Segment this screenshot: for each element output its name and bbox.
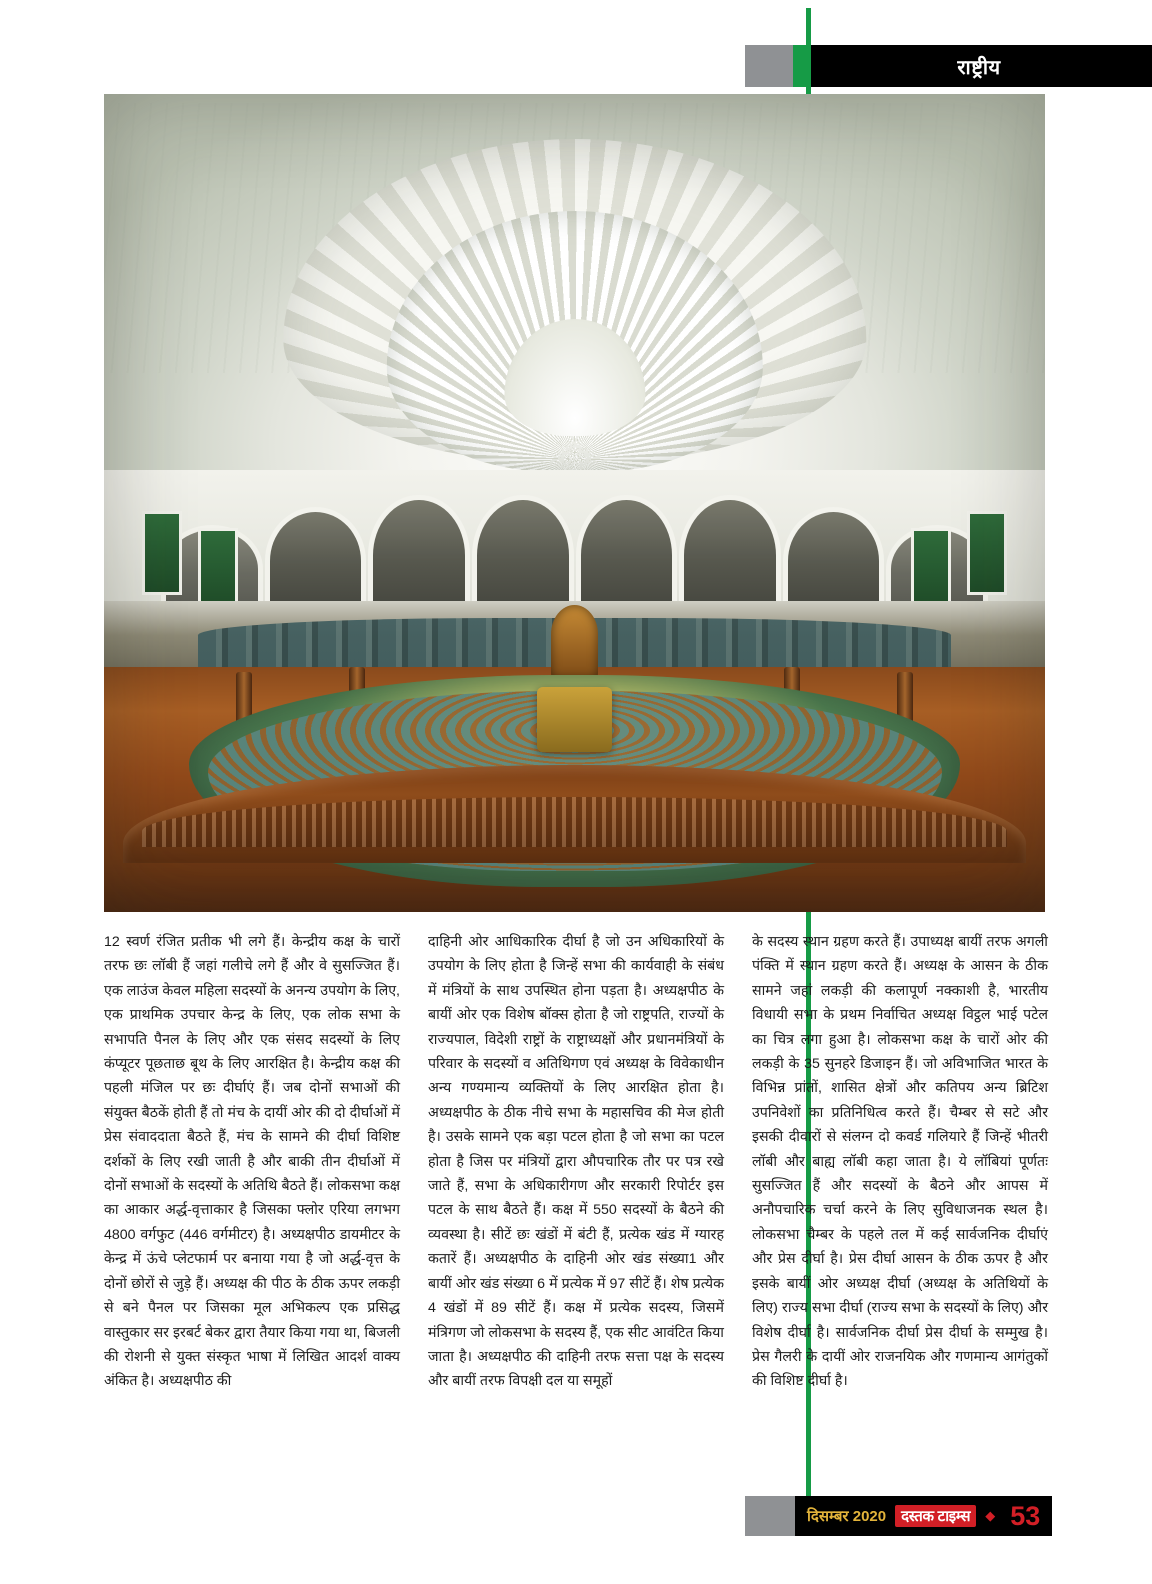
green-shutter-left [198,528,238,612]
arch-window [477,500,569,601]
diamond-icon: ◆ [985,1508,996,1523]
arch-window [373,500,465,601]
green-shutter-right [911,528,951,612]
arch-window [684,500,776,601]
green-shutter-right [967,511,1007,595]
header-grey-block [745,45,793,87]
page-footer [745,1496,1052,1536]
column-1-text: 12 स्वर्ण रंजित प्रतीक भी लगे हैं। केन्द्रीय कक्ष के चारों तरफ छः लॉबी हैं जहां गलीचे लगे हैं और वे सुसज्जित हैं। एक लाउंज केवल महिला सदस्यों के अनन्य उपयोग के लिए, एक प्राथमिक उपचार केन्द्र के लिए, एक लोक सभा के सभापति पैनल के लिए और एक संसद सदस्यों के लिए कंप्यूटर पूछताछ बूथ के लिए आरक्षित है। केन्द्रीय कक्ष की पहली मंजिल पर छः दीर्घाएं हैं। जब दोनों सभाओं की संयुक्त बैठकें होती हैं तो मंच के दायीं ओर की दो दीर्घाओं में प्रेस संवाददाता बैठते हैं, मंच के सामने की दीर्घा विशिष्ट दर्शकों के लिए रखी जाती है और बाकी तीन दीर्घाओं में दोनों सभाओं के सदस्यों के अतिथि बैठते हैं। लोकसभा कक्ष का आकार अर्द्ध-वृत्ताकार है जिसका फ्लोर एरिया लगभग 4800 वर्गफुट (446 वर्गमीटर) है। अध्यक्षपीठ डायमीटर के केन्द्र में ऊंचे प्लेटफार्म पर बनाया गया है जो अर्द्ध-वृत्त के दोनों छोरों से जुड़े हैं। अध्यक्ष की पीठ के ठीक ऊपर लकड़ी से बने पैनल पर जिसका मूल अभिकल्प एक प्रसिद्ध वास्तुकार सर इरबर्ट बेकर द्वारा तैयार किया गया था, बिजली की रोशनी से युक्त संस्कृत भाषा में लिखित आदर्श वाक्य अंकित है। अध्यक्षपीठ की [104,934,400,1390]
article-column-3 [752,930,1048,1450]
article-column-2 [428,930,724,1450]
article-body [104,930,1048,1450]
arch-window [270,512,362,601]
article-column-1 [104,930,400,1450]
arched-gallery-row [160,487,988,602]
column-3-text: के सदस्य स्थान ग्रहण करते हैं। उपाध्यक्ष बायीं तरफ अगली पंक्ति में स्थान ग्रहण करते हैं। अध्यक्ष के आसन के ठीक सामने जहां लकड़ी की कलापूर्ण नक्काशी है, भारतीय विधायी सभा के प्रथम निर्वाचित अध्यक्ष विट्ठल भाई पटेल का चित्र लगा हुआ है। लोकसभा कक्ष के चारों ओर की लकड़ी के 35 सुनहरे डिजाइन हैं। जो अविभाजित भारत के विभिन्न प्रांतों, शासित क्षेत्रों और कतिपय अन्य ब्रिटिश उपनिवेशों का प्रतिनिधित्व करते हैं। चैम्बर से सटे और इसकी दीवारों से संलग्न दो कवर्ड गलियारे हैं जिन्हें भीतरी लॉबी और बाह्य लॉबी कहा जाता है। ये लॉबियां पूर्णतः सुसज्जित हैं और सदस्यों के बैठने और आपस में अनौपचारिक चर्चा करने के लिए सुविधाजनक स्थल है। लोकसभा चैम्बर के पहले तल में कई सार्वजनिक दीर्घाएं और प्रेस दीर्घा है। प्रेस दीर्घा आसन के ठीक ऊपर है और इसके बायीं ओर अध्यक्ष दीर्घा (अध्यक्ष के अतिथियों के लिए) राज्य सभा दीर्घा (राज्य सभा के सदस्यों के लिए) और विशेष दीर्घा है। सार्वजनिक दीर्घा प्रेस दीर्घा के सम्मुख है। प्रेस गैलरी के दायीं ओर राजनयिक और गणमान्य आगंतुकों की विशिष्ट दीर्घा है। [752,934,1048,1390]
lok-sabha-chamber-photo [104,94,1045,912]
page-number: 53 [1010,1500,1041,1531]
green-shutter-left [142,511,182,595]
footer-grey-block [745,1496,795,1536]
section-title: राष्ट्रीय [806,45,1152,87]
issue-date: दिसम्बर 2020 [807,1508,887,1525]
magazine-logo: दस्तक टाइम्स [895,1505,976,1527]
column-2-text: दाहिनी ओर आधिकारिक दीर्घा है जो उन अधिकारियों के उपयोग के लिए होता है जिन्हें सभा की कार्यवाही के संबंध में मंत्रियों के साथ उपस्थित होना पड़ता है। अध्यक्षपीठ के बायीं ओर एक विशेष बॉक्स होता है जो राष्ट्रपति, राज्यों के राज्यपाल, विदेशी राष्ट्रों के राष्ट्राध्यक्षों और प्रधानमंत्रियों के परिवार के सदस्यों व अतिथिगण एवं अध्यक्ष के विवेकाधीन अन्य गण्यमान्य व्यक्तियों के लिए आरक्षित होता है। अध्यक्षपीठ के ठीक नीचे सभा के महासचिव की मेज होती है। उसके सामने एक बड़ा पटल होता है जो सभा का पटल होता है जिस पर मंत्रियों द्वारा औपचारिक तौर पर पत्र रखे जाते हैं, सभा के अधिकारीगण और सरकारी रिपोर्टर इस पटल के साथ बैठते हैं। कक्ष में 550 सदस्यों के बैठने की व्यवस्था है। सीटें छः खंडों में बंटी हैं, प्रत्येक खंड में ग्यारह कतारें हैं। अध्यक्षपीठ के दाहिनी ओर खंड संख्या1 और बायीं ओर खंड संख्या 6 में प्रत्येक में 97 सीटें हैं। शेष प्रत्येक 4 खंडों में 89 सीटें हैं। कक्ष में प्रत्येक सदस्य, जिसमें मंत्रिगण जो लोकसभा के सदस्य हैं, एक सीट आवंटित किया जाता है। अध्यक्षपीठ की दाहिनी तरफ सत्ता पक्ष के सदस्य और बायीं तरफ विपक्षी दल या समूहों [428,934,724,1390]
photo-content [104,94,1045,912]
speaker-chair [551,605,598,679]
header-green-block [793,45,806,87]
footer-content [795,1496,1052,1536]
arch-window [788,512,880,601]
table-of-the-house [537,687,612,752]
arch-window [581,500,673,601]
